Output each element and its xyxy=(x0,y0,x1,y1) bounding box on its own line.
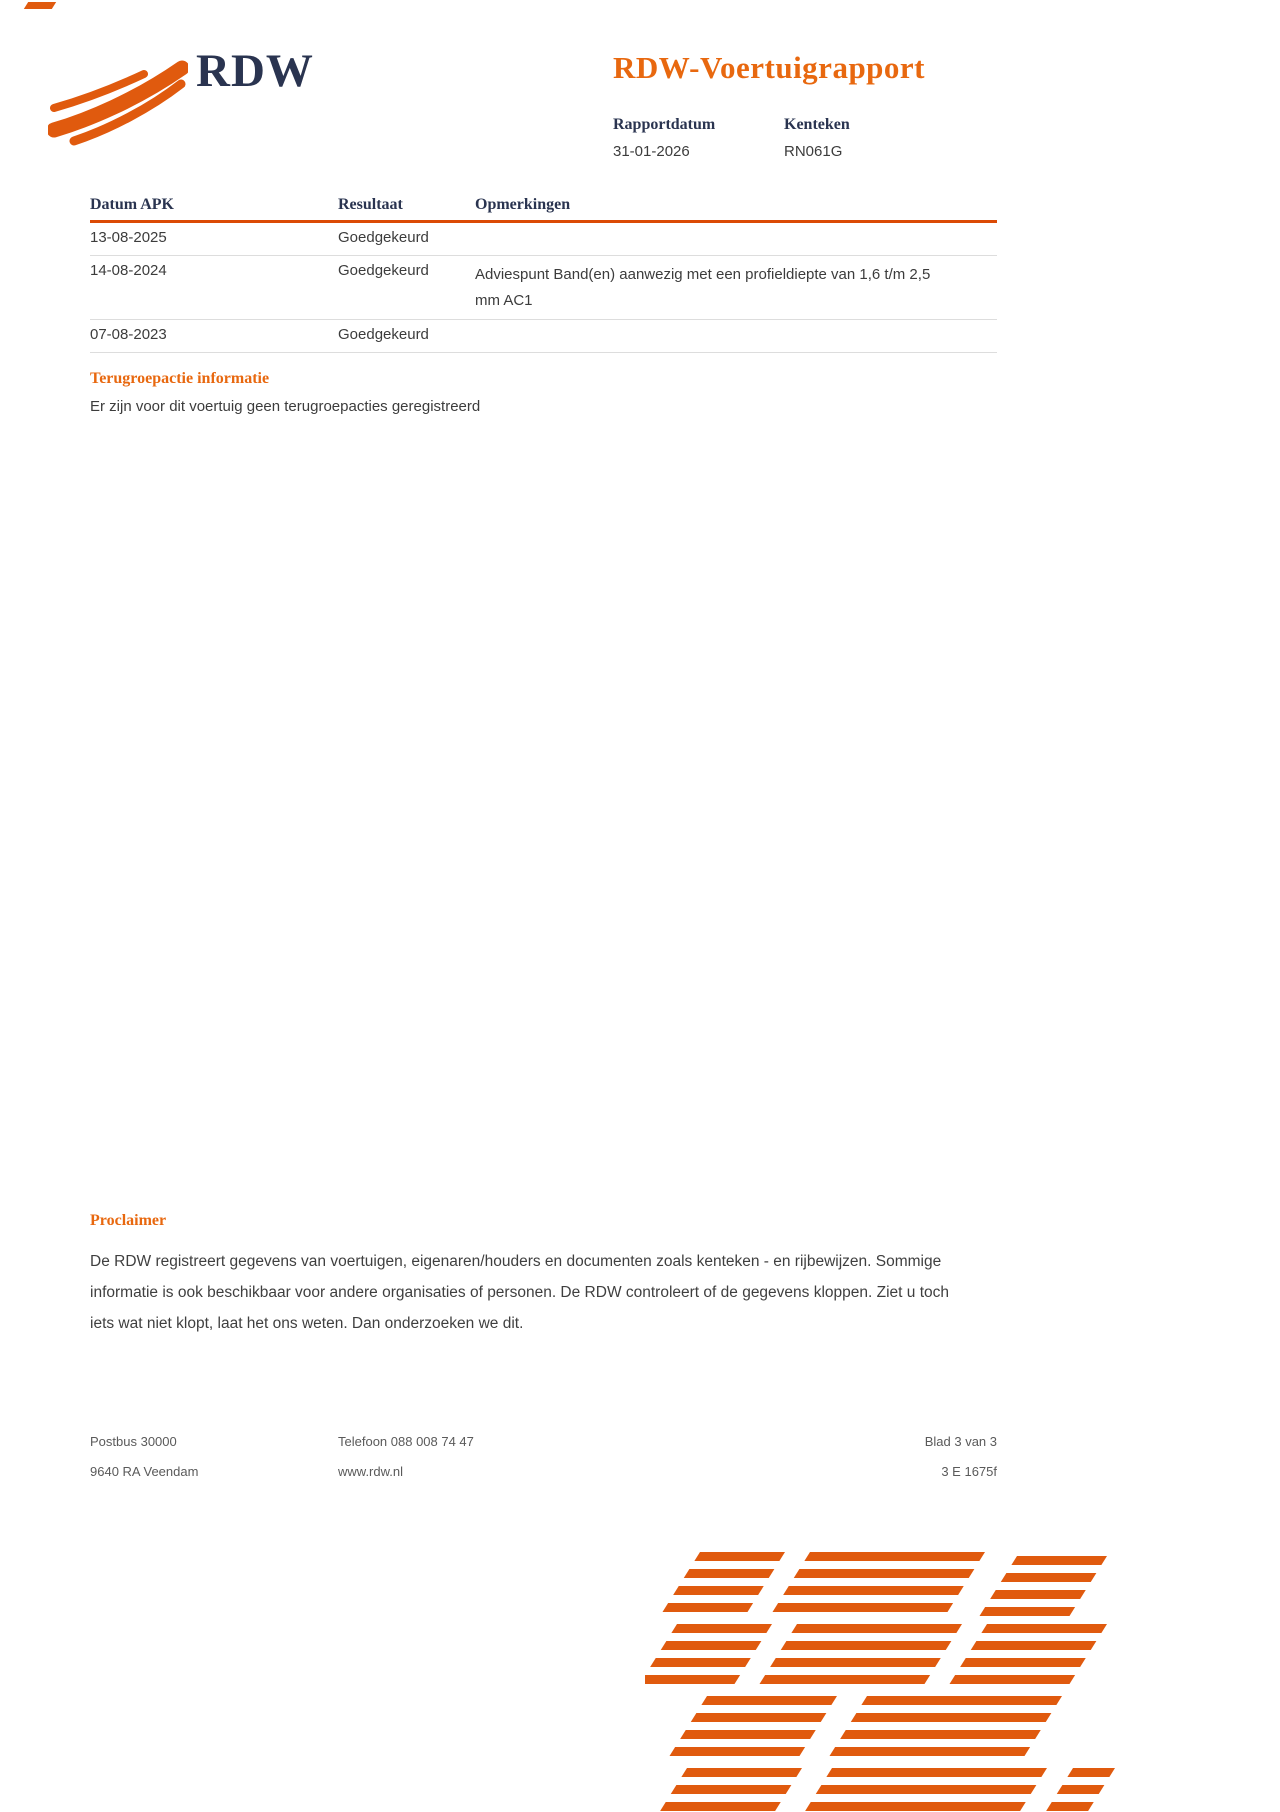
table-row xyxy=(90,256,997,320)
table-row xyxy=(90,320,997,353)
apk-result: Goedgekeurd xyxy=(338,326,429,343)
proclaimer-heading: Proclaimer xyxy=(90,1212,167,1229)
rdw-logo-swoosh-icon xyxy=(48,56,188,146)
apk-date: 07-08-2023 xyxy=(90,326,167,343)
column-header-resultaat: Resultaat xyxy=(338,196,403,213)
apk-result: Goedgekeurd xyxy=(338,229,429,246)
footer-address xyxy=(90,1434,198,1479)
table-row xyxy=(90,223,997,256)
report-date-block xyxy=(613,116,715,160)
apk-table-header xyxy=(90,194,997,223)
column-header-opmerkingen: Opmerkingen xyxy=(475,196,571,213)
footer-page-info xyxy=(925,1434,997,1479)
rdw-logo-text: RDW xyxy=(196,45,314,97)
recall-section-body: Er zijn voor dit voertuig geen terugroepacties geregistreerd xyxy=(90,398,481,415)
report-date-label: Rapportdatum xyxy=(613,116,716,133)
proclaimer-body: De RDW registreert gegevens van voertuigen, eigenaren/houders en documenten zoals kenteken - en rijbewijzen. Sommige informatie is ook beschikbaar voor andere organisaties of personen. De RDW controleert of de gegevens kloppen. Ziet u toch iets wat niet klopt, laat het ons weten. Dan onderzoeken we dit. xyxy=(90,1253,950,1332)
apk-date: 13-08-2025 xyxy=(90,229,167,246)
footer-form-code: 3 E 1675f xyxy=(941,1464,997,1479)
footer-website: www.rdw.nl xyxy=(338,1464,404,1479)
column-header-datum-apk: Datum APK xyxy=(90,196,174,213)
apk-date: 14-08-2024 xyxy=(90,262,167,279)
apk-result: Goedgekeurd xyxy=(338,262,429,279)
footer-contact xyxy=(338,1434,474,1479)
report-date-value: 31-01-2026 xyxy=(613,143,690,160)
footer-address-line2: 9640 RA Veendam xyxy=(90,1464,199,1479)
page-title: RDW-Voertuigrapport xyxy=(613,50,926,85)
footer-phone: Telefoon 088 008 74 47 xyxy=(338,1434,474,1449)
license-plate-label: Kenteken xyxy=(784,116,850,133)
license-plate-value: RN061G xyxy=(784,143,843,160)
recall-section-heading: Terugroepactie informatie xyxy=(90,370,270,387)
footer-address-line1: Postbus 30000 xyxy=(90,1434,177,1449)
license-plate-block xyxy=(784,116,850,160)
apk-remarks: Adviespunt Band(en) aanwezig met een profieldiepte van 1,6 t/m 2,5 mm AC1 xyxy=(475,266,931,309)
apk-table xyxy=(90,194,997,353)
footer-page-indicator: Blad 3 van 3 xyxy=(924,1434,997,1449)
stripe-pattern-icon xyxy=(645,1548,1115,1812)
corner-stripe-icon xyxy=(24,2,56,9)
